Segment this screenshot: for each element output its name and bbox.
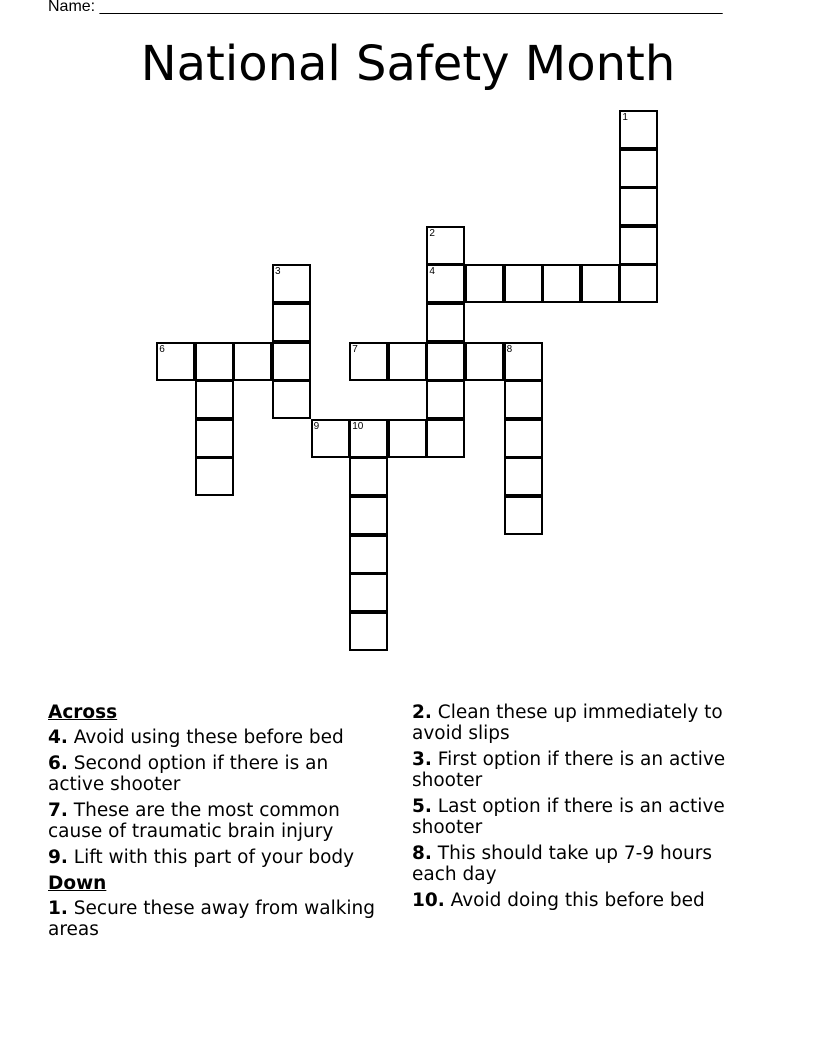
grid-cell[interactable]: [272, 380, 311, 419]
clue-number: 7: [352, 343, 358, 355]
clue-number: 10: [352, 420, 364, 432]
grid-cell[interactable]: [619, 110, 658, 149]
grid-cell[interactable]: [156, 342, 195, 381]
clue-number: 8: [506, 343, 513, 355]
clue-text: Second option if there is an active shooter: [48, 753, 329, 795]
clue-text: Last option if there is an active shooter: [412, 796, 725, 838]
grid-cell[interactable]: [349, 457, 388, 496]
clue: [412, 843, 757, 885]
grid-cell[interactable]: [272, 264, 311, 303]
across-heading: Across: [48, 702, 118, 723]
clue: [412, 796, 757, 838]
clue-number: 2: [429, 227, 435, 239]
clue: [412, 702, 757, 744]
clue: [412, 749, 757, 791]
grid-cell[interactable]: [388, 342, 427, 381]
clue: [48, 898, 388, 940]
grid-cell[interactable]: [504, 380, 543, 419]
clue-number: 4.: [48, 727, 68, 748]
grid-cell[interactable]: [388, 419, 427, 458]
grid-cell[interactable]: [233, 342, 272, 381]
clue-number: 4: [429, 266, 435, 278]
clue-text: Secure these away from walking areas: [48, 898, 376, 940]
grid-cell[interactable]: [504, 496, 543, 535]
clue-number: 3.: [412, 749, 432, 770]
clues-right-column: [412, 702, 757, 916]
grid-cell[interactable]: [349, 342, 388, 381]
clue-text: Avoid using these before bed: [67, 727, 344, 748]
clue-number: 6.: [48, 753, 68, 774]
down-clue-list-continued: [412, 702, 757, 911]
clue-number: 1.: [48, 898, 68, 919]
grid-cell[interactable]: [426, 303, 465, 342]
clue-text: This should take up 7-9 hours each day: [412, 843, 713, 885]
grid-cell[interactable]: [349, 496, 388, 535]
grid-cell[interactable]: [349, 573, 388, 612]
clue-number: 5.: [412, 796, 432, 817]
clue-number: 3: [275, 266, 281, 278]
grid-cell[interactable]: [272, 342, 311, 381]
clue-number: 2.: [412, 702, 432, 723]
clue-text: These are the most common cause of traumatic brain injury: [48, 800, 340, 842]
grid-cell[interactable]: [465, 342, 504, 381]
grid-cell[interactable]: [426, 419, 465, 458]
clue-number: 7.: [48, 800, 68, 821]
grid-cell[interactable]: [542, 264, 581, 303]
clues-left-column: [48, 702, 388, 945]
clue: [412, 890, 757, 911]
grid-cell[interactable]: [619, 149, 658, 188]
clue-text: Lift with this part of your body: [67, 847, 355, 868]
down-clue-list: [48, 898, 388, 940]
grid-cell[interactable]: [195, 342, 234, 381]
name-line[interactable]: Name: ______________________________________________________________________: [48, 0, 723, 15]
grid-cell[interactable]: [272, 303, 311, 342]
grid-cell[interactable]: [195, 419, 234, 458]
clue: [48, 800, 388, 842]
grid-cell[interactable]: [504, 264, 543, 303]
clue-number: 10.: [412, 890, 445, 911]
grid-cell[interactable]: [349, 612, 388, 651]
clue: [48, 727, 388, 748]
clue: [48, 847, 388, 868]
grid-cell[interactable]: [465, 264, 504, 303]
grid-cell[interactable]: [426, 264, 465, 303]
clue-text: First option if there is an active shooter: [412, 749, 726, 791]
grid-cell[interactable]: [581, 264, 620, 303]
down-heading: Down: [48, 873, 107, 894]
grid-cell[interactable]: [426, 342, 465, 381]
clue-number: 6: [159, 343, 165, 355]
grid-cell[interactable]: [426, 380, 465, 419]
clue-number: 8.: [412, 843, 432, 864]
grid-cell[interactable]: [619, 187, 658, 226]
grid-cell[interactable]: [195, 457, 234, 496]
grid-cell[interactable]: [426, 226, 465, 265]
clue: [48, 753, 388, 795]
puzzle-title: National Safety Month: [140, 36, 676, 92]
grid-cell[interactable]: [195, 380, 234, 419]
grid-cell[interactable]: [504, 342, 543, 381]
grid-cell[interactable]: [619, 226, 658, 265]
grid-cell[interactable]: [349, 419, 388, 458]
grid-cell[interactable]: [349, 535, 388, 574]
grid-cell[interactable]: [504, 419, 543, 458]
clue-text: Avoid doing this before bed: [444, 890, 705, 911]
grid-cell[interactable]: [504, 457, 543, 496]
clue-text: Clean these up immediately to avoid slips: [412, 702, 723, 744]
clue-number: 9.: [48, 847, 68, 868]
clue-number: 1: [622, 112, 628, 123]
clue-number: 9: [313, 420, 320, 432]
grid-cell[interactable]: [619, 264, 658, 303]
across-clue-list: [48, 727, 388, 868]
grid-cell[interactable]: [311, 419, 350, 458]
